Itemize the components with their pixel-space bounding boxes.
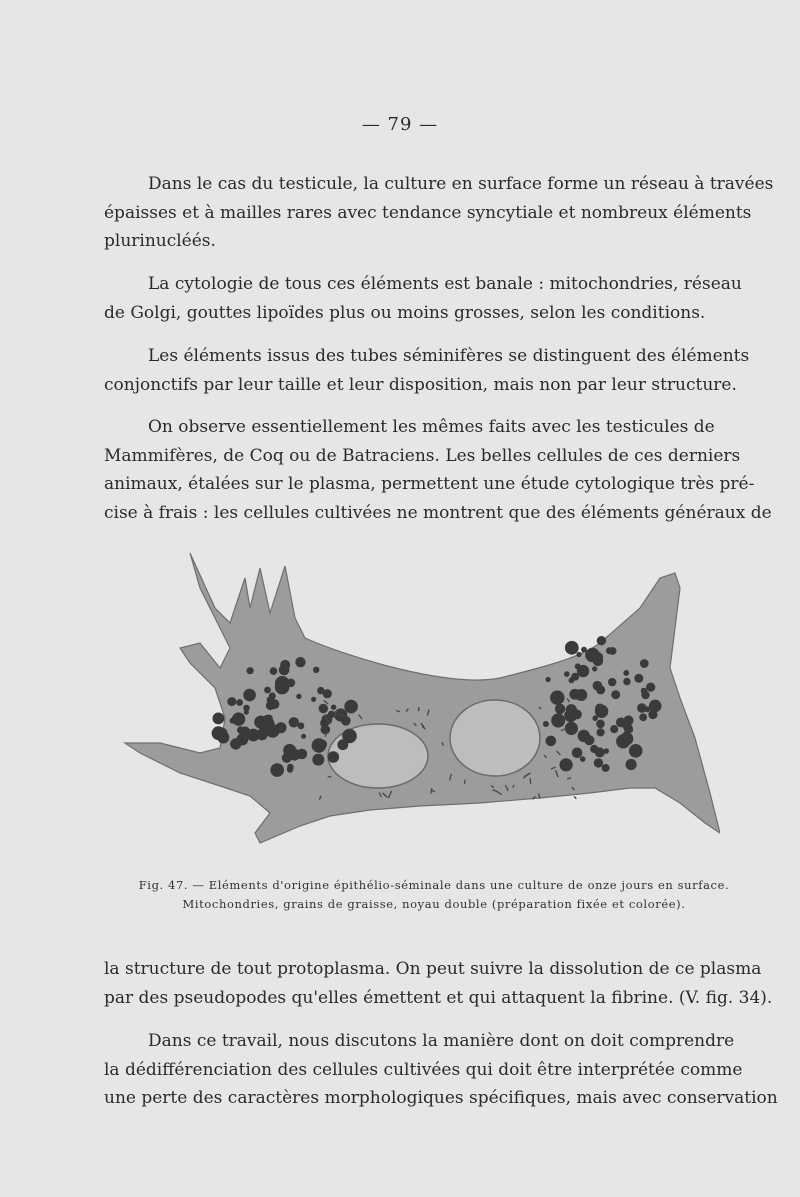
fat-granule <box>319 704 328 713</box>
fat-granule <box>270 763 284 777</box>
figure-cell-illustration <box>120 548 720 868</box>
fat-granule <box>581 647 587 653</box>
fat-granule <box>543 721 549 727</box>
fat-granule <box>564 671 570 677</box>
fat-granule <box>298 722 305 729</box>
fat-granule <box>626 759 637 770</box>
text-line: la structure de tout protoplasma. On peut suivre la dissolution de ce plasma <box>104 959 762 979</box>
fat-granule <box>608 678 616 686</box>
fat-granule <box>328 751 340 763</box>
fat-granule <box>275 676 289 690</box>
fat-granule <box>580 756 586 762</box>
fat-granule <box>276 722 287 733</box>
fat-granule <box>546 677 551 682</box>
fat-granule <box>648 710 657 719</box>
fat-granule <box>312 754 324 766</box>
fat-granule <box>269 692 276 699</box>
text-line: une perte des caractères morphologiques spécifiques, mais avec conservation <box>104 1088 778 1108</box>
fat-granule <box>289 717 299 727</box>
fat-granule <box>551 714 565 728</box>
paragraph-travail <box>104 1027 778 1113</box>
text-line: Mammifères, de Coq ou de Batraciens. Les belles cellules de ces derniers <box>104 445 741 466</box>
text-line: cise à frais : les cellules cultivées ne montrent que des éléments généraux de <box>104 502 772 523</box>
fat-granule <box>560 758 573 771</box>
text-line: épaisses et à mailles rares avec tendance syncytiale et nombreux éléments <box>104 202 752 223</box>
fat-granule <box>311 697 316 702</box>
fat-granule <box>611 690 620 699</box>
fat-granule <box>623 678 630 685</box>
text-line: conjonctifs par leur taille et leur disposition, mais non par leur structure. <box>104 374 737 395</box>
paragraph-observe <box>104 413 772 527</box>
page-number: — 79 — <box>361 114 439 135</box>
fat-granule <box>593 652 603 662</box>
fat-granule <box>572 748 583 759</box>
fat-granule <box>236 699 243 706</box>
fat-granule <box>624 715 634 725</box>
text-line: plurinucléés. <box>104 231 216 251</box>
fat-granule <box>641 688 647 694</box>
fat-granule <box>301 734 306 739</box>
fat-granule <box>576 652 581 657</box>
fat-granule <box>313 667 319 673</box>
fat-granule <box>243 689 256 702</box>
text-line: animaux, étalées sur le plasma, permettent une étude cytologique très pré- <box>104 474 755 494</box>
nucleus-right <box>450 700 540 776</box>
fat-granule <box>649 700 662 713</box>
fat-granule <box>323 689 332 698</box>
fat-granule <box>606 647 613 654</box>
fat-granule <box>318 740 327 749</box>
paragraph-testicule <box>104 170 774 256</box>
fat-granule <box>597 728 605 736</box>
text-line: Dans le cas du testicule, la culture en surface forme un réseau à travées <box>148 174 774 194</box>
figure-caption-line: Mitochondries, grains de graisse, noyau double (préparation fixée et colorée). <box>182 897 686 911</box>
fat-granule <box>616 734 630 748</box>
mitochondrion <box>567 778 571 779</box>
fat-granule <box>565 641 579 655</box>
fat-granule <box>634 674 643 683</box>
fat-granule <box>610 725 618 733</box>
fat-granule <box>639 713 647 721</box>
text-line: La cytologie de tous ces éléments est banale : mitochondries, réseau <box>148 274 742 294</box>
fat-granule <box>550 691 564 705</box>
mitochondrion <box>574 796 576 798</box>
fat-granule <box>596 720 605 729</box>
fat-granule <box>256 729 268 741</box>
paragraph-cytologie <box>104 270 742 327</box>
fat-granule <box>596 685 605 694</box>
fat-granule <box>247 667 254 674</box>
text-line: Dans ce travail, nous discutons la manière dont on doit comprendre <box>148 1031 735 1051</box>
fat-granule <box>602 764 610 772</box>
fat-granule <box>217 731 229 743</box>
fat-granule <box>270 667 278 675</box>
fat-granule <box>584 735 594 745</box>
fat-granule <box>287 766 293 772</box>
text-line: de Golgi, gouttes lipoïdes plus ou moins grosses, selon les conditions. <box>104 302 706 323</box>
fat-granule <box>236 733 248 745</box>
fat-granule <box>344 700 358 714</box>
fat-granule <box>555 704 565 714</box>
fat-granule <box>646 683 655 692</box>
fat-granule <box>623 731 629 737</box>
mitochondrion <box>464 780 465 784</box>
fat-granule <box>590 745 598 753</box>
fat-granule <box>244 710 249 715</box>
fat-granule <box>594 758 603 767</box>
cell-body <box>125 553 720 843</box>
fat-granule <box>623 670 629 676</box>
fat-granule <box>266 701 275 710</box>
fat-granule <box>232 712 245 725</box>
fat-granule <box>629 744 643 758</box>
fat-granule <box>264 687 271 694</box>
figure-caption-line: Fig. 47. — Eléments d'origine épithélio-séminale dans une culture de onze jours en surface. <box>138 878 730 892</box>
fat-granule <box>296 694 301 699</box>
fat-granule <box>597 636 606 645</box>
fat-granule <box>227 697 236 706</box>
fat-granule <box>595 704 605 714</box>
text-line: la dédifférenciation des cellules cultivées qui doit être interprétée comme <box>104 1059 743 1080</box>
text-line: par des pseudopodes qu'elles émettent et qui attaquent la fibrine. (V. fig. 34). <box>104 987 773 1008</box>
fat-granule <box>340 742 347 749</box>
mitochondrion <box>423 725 424 728</box>
fat-granule <box>564 709 577 722</box>
fat-granule <box>640 659 649 668</box>
mitochondrion <box>530 778 531 784</box>
fat-granule <box>295 657 305 667</box>
fat-granule <box>321 725 331 735</box>
fat-granule <box>280 660 290 670</box>
paragraph-structure <box>104 955 773 1012</box>
fat-granule <box>577 665 589 677</box>
fat-granule <box>213 713 225 725</box>
fat-granule <box>546 736 557 747</box>
fat-granule <box>342 729 357 744</box>
fat-granule <box>331 705 336 710</box>
text-line: On observe essentiellement les mêmes faits avec les testicules de <box>148 417 715 437</box>
fat-granule <box>592 666 597 671</box>
fat-granule <box>283 744 296 757</box>
text-line: Les éléments issus des tubes séminifères se distinguent des éléments <box>148 346 750 366</box>
paragraph-elements <box>104 342 750 399</box>
fat-granule <box>604 748 609 753</box>
